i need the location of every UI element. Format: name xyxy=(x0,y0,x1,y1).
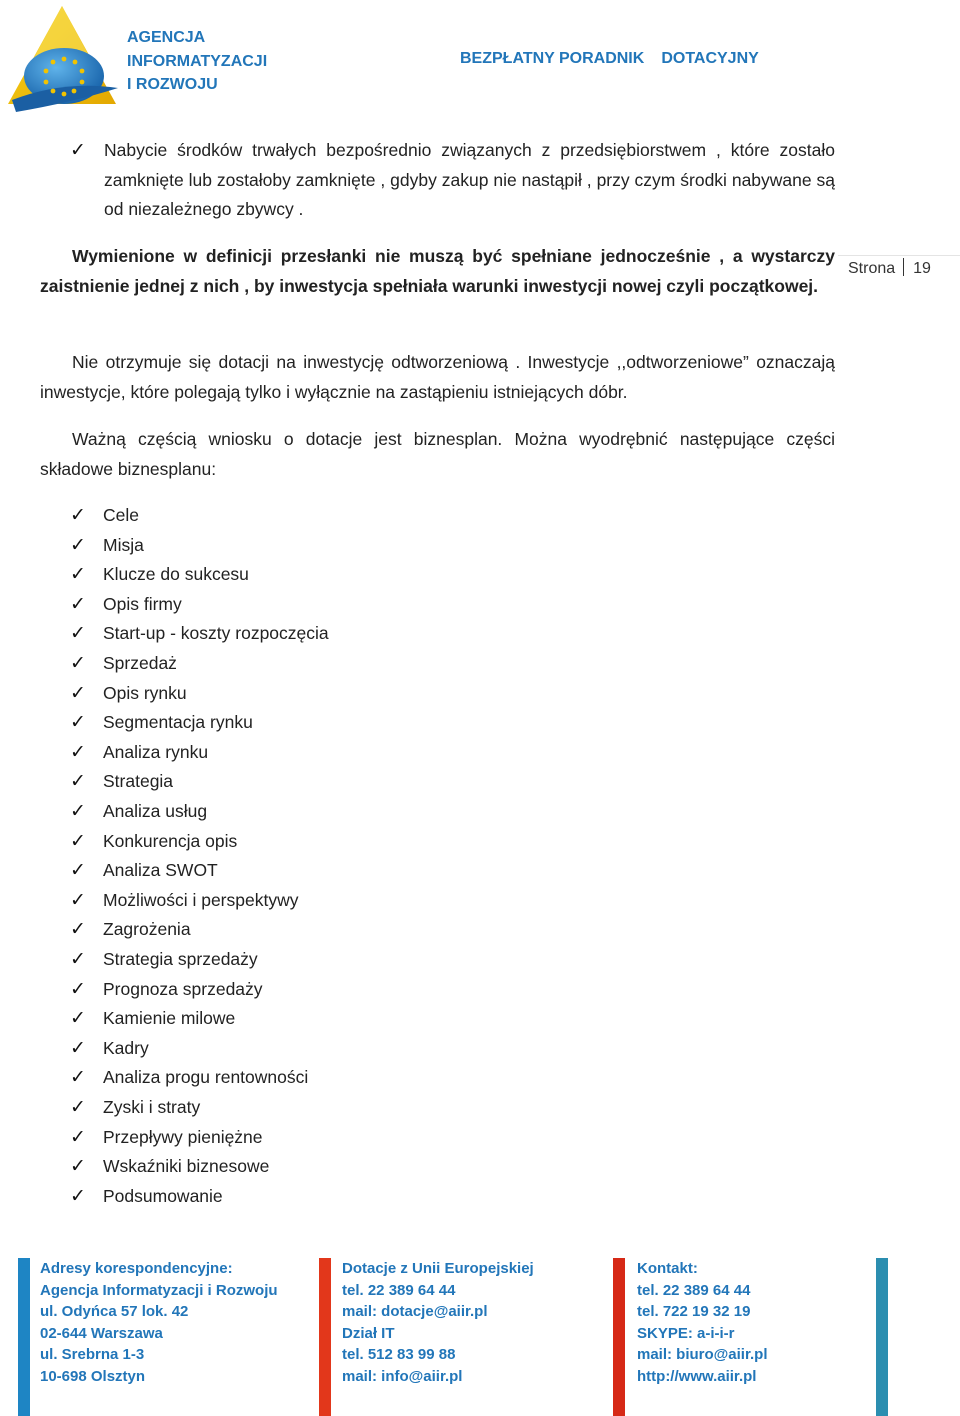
guide-title-part-1: BEZPŁATNY PORADNIK xyxy=(460,50,645,67)
footer-line: Kontakt: xyxy=(637,1260,698,1277)
footer-line: 02-644 Warszawa xyxy=(40,1324,163,1342)
checkmark-icon: ✓ xyxy=(70,919,86,941)
footer-line: ul. Odyńca 57 lok. 42 xyxy=(40,1303,189,1320)
checkmark-icon: ✓ xyxy=(70,653,86,674)
checkmark-icon: ✓ xyxy=(70,860,86,882)
list-item: ✓ Klucze do sukcesu xyxy=(70,560,249,590)
list-item: ✓ Strategia xyxy=(70,767,173,797)
agency-line-3: I ROZWOJU xyxy=(127,76,218,93)
agency-name xyxy=(127,26,267,97)
footer-line: Agencja Informatyzacji i Rozwoju xyxy=(40,1281,278,1299)
agency-line-1: AGENCJA xyxy=(127,29,206,46)
checkmark-icon: ✓ xyxy=(70,534,86,556)
paragraph-reconstruction-investments: Nie otrzymuje się dotacji na inwestycję odtworzeniową . Inwestycje ,,odtworzeniowe” oznaczają inwestycje, które polegają tylko i wyłącznie na zastąpieniu istniejących dóbr. xyxy=(40,352,835,402)
checkmark-icon: ✓ xyxy=(70,801,86,822)
footer-addresses xyxy=(40,1258,278,1387)
list-item: ✓ Prognoza sprzedaży xyxy=(70,975,263,1005)
footer-bar-red-2 xyxy=(613,1258,625,1416)
guide-title xyxy=(460,50,759,68)
checkmark-icon: ✓ xyxy=(70,1156,86,1178)
footer-email[interactable]: mail: biuro@aiir.pl xyxy=(637,1346,768,1363)
checkmark-icon: ✓ xyxy=(70,712,86,734)
footer-phone[interactable]: tel. 722 19 32 19 xyxy=(637,1303,751,1320)
checkmark-icon: ✓ xyxy=(70,505,86,526)
checkmark-icon: ✓ xyxy=(70,949,86,970)
list-item: ✓ Przepływy pieniężne xyxy=(70,1123,263,1153)
bold-paragraph: Wymienione w definicji przesłanki nie muszą być spełniane jednocześnie , a wystarczy zaistnienie jednej z nich , by inwestycja spełniała warunki inwestycji nowej czyli początkowej. xyxy=(40,246,835,296)
checkmark-icon: ✓ xyxy=(70,1185,86,1207)
list-item: ✓ Strategia sprzedaży xyxy=(70,945,258,975)
list-item: ✓ Segmentacja rynku xyxy=(70,708,253,738)
list-item: ✓ Zyski i straty xyxy=(70,1093,200,1123)
checkmark-icon: ✓ xyxy=(70,1067,86,1089)
footer-contact xyxy=(637,1258,767,1387)
checkmark-icon: ✓ xyxy=(70,1008,86,1030)
list-item: ✓ Opis firmy xyxy=(70,590,182,620)
agency-line-2: INFORMATYZACJI xyxy=(127,52,268,70)
list-item: ✓ Opis rynku xyxy=(70,679,187,709)
criterion-text: Nabycie środków trwałych bezpośrednio związanych z przedsiębiorstwem , które zostało zamknięte lub zostałoby zamknięte , gdyby zakup nie nastąpił , przy czym środki nabywane są od niezależnego zbywcy . xyxy=(104,140,835,219)
footer-bar-teal xyxy=(876,1258,888,1416)
page-number xyxy=(848,258,931,278)
checkmark-icon: ✓ xyxy=(70,623,86,645)
footer-bar-blue xyxy=(18,1258,30,1416)
checkmark-icon: ✓ xyxy=(70,1097,86,1118)
agency-logo xyxy=(4,4,120,114)
footer-line: Dotacje z Unii Europejskiej xyxy=(342,1260,534,1277)
list-item: ✓ Analiza usług xyxy=(70,797,207,827)
footer-line: 10-698 Olsztyn xyxy=(40,1367,146,1385)
footer-email[interactable]: mail: info@aiir.pl xyxy=(342,1367,463,1385)
checkmark-icon: ✓ xyxy=(70,140,86,161)
list-item: ✓ Sprzedaż xyxy=(70,649,177,679)
page-separator xyxy=(903,258,904,276)
footer-phone[interactable]: tel. 22 389 64 44 xyxy=(342,1281,456,1299)
criterion-check-item xyxy=(70,136,835,225)
list-item: ✓ Cele xyxy=(70,501,139,531)
list-item: ✓ Podsumowanie xyxy=(70,1182,223,1212)
list-item: ✓ Analiza progu rentowności xyxy=(70,1063,308,1093)
list-item: ✓ Start-up - koszty rozpoczęcia xyxy=(70,619,329,649)
checkmark-icon: ✓ xyxy=(70,682,86,704)
checkmark-icon: ✓ xyxy=(70,889,86,911)
footer-phone[interactable]: tel. 22 389 64 44 xyxy=(637,1281,751,1299)
checkmark-icon: ✓ xyxy=(70,1037,86,1059)
list-item: ✓ Analiza rynku xyxy=(70,738,208,768)
list-item: ✓ Kadry xyxy=(70,1034,149,1064)
footer-bar-red xyxy=(319,1258,331,1416)
checkmark-icon: ✓ xyxy=(70,1126,86,1148)
footer-line: Adresy korespondencyjne: xyxy=(40,1260,233,1277)
footer-email[interactable]: mail: dotacje@aiir.pl xyxy=(342,1303,488,1320)
footer-website-link[interactable]: http://www.aiir.pl xyxy=(637,1367,757,1385)
footer-line: ul. Srebrna 1-3 xyxy=(40,1346,145,1363)
list-item: ✓ Kamienie milowe xyxy=(70,1004,235,1034)
list-item: ✓ Możliwości i perspektywy xyxy=(70,886,298,916)
page-number-value: 19 xyxy=(913,260,931,277)
checkmark-icon: ✓ xyxy=(70,593,86,615)
checkmark-icon: ✓ xyxy=(70,564,86,586)
footer-line: Dział IT xyxy=(342,1324,395,1342)
footer-skype[interactable]: SKYPE: a-i-i-r xyxy=(637,1324,735,1342)
paragraph-business-plan: Ważną częścią wniosku o dotacje jest biznesplan. Można wyodrębnić następujące części składowe biznesplanu: xyxy=(40,429,835,479)
page-number-rule xyxy=(838,255,960,256)
list-item: ✓ Zagrożenia xyxy=(70,915,191,945)
list-item: ✓ Misja xyxy=(70,531,144,561)
list-item: ✓ Wskaźniki biznesowe xyxy=(70,1152,269,1182)
page-label: Strona xyxy=(848,260,896,277)
guide-title-part-2: DOTACYJNY xyxy=(661,50,759,67)
footer-eu-grants xyxy=(342,1258,534,1387)
list-item: ✓ Konkurencja opis xyxy=(70,827,237,857)
footer-phone[interactable]: tel. 512 83 99 88 xyxy=(342,1346,456,1363)
checkmark-icon: ✓ xyxy=(70,830,86,852)
list-item: ✓ Analiza SWOT xyxy=(70,856,218,886)
checkmark-icon: ✓ xyxy=(70,978,86,1000)
checkmark-icon: ✓ xyxy=(70,741,86,763)
checkmark-icon: ✓ xyxy=(70,771,86,793)
